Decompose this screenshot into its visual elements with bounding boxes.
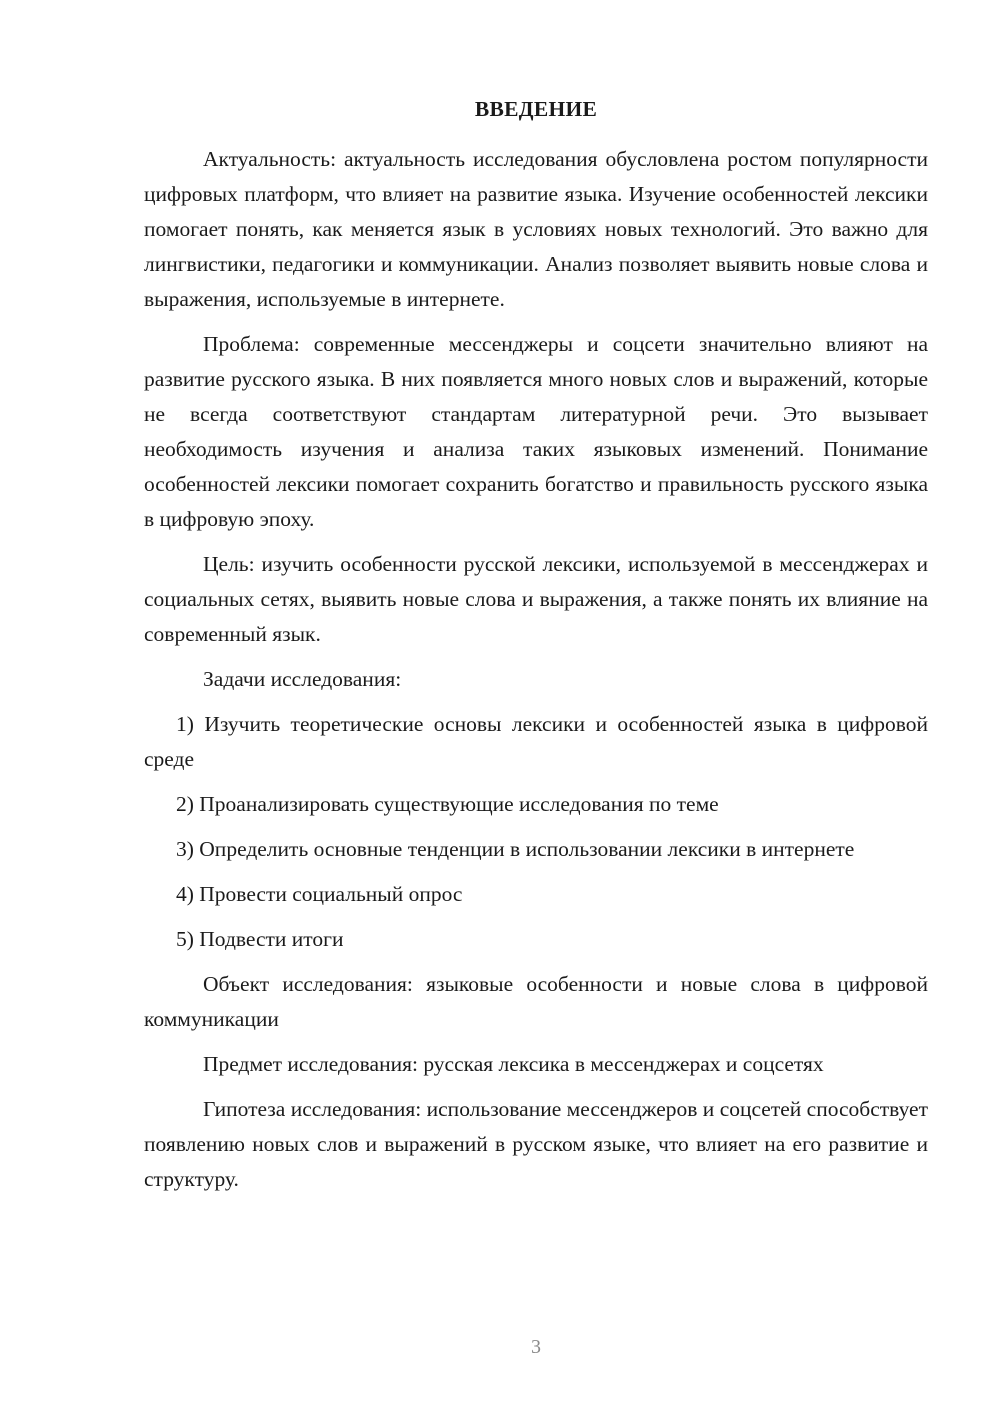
task-item-2: 2) Проанализировать существующие исследования по теме — [176, 792, 719, 816]
task-item-5: 5) Подвести итоги — [176, 927, 344, 951]
subject-paragraph: Предмет исследования: русская лексика в мессенджерах и соцсетях — [203, 1052, 824, 1076]
task-item-3: 3) Определить основные тенденции в использовании лексики в интернете — [176, 837, 855, 861]
object-paragraph: Объект исследования: языковые особенности и новые слова в цифровой коммуникации — [144, 972, 928, 1031]
task-item-4: 4) Провести социальный опрос — [176, 882, 463, 906]
tasks-heading: Задачи исследования: — [203, 667, 402, 691]
task-item-1: 1) Изучить теоретические основы лексики и особенностей языка в цифровой среде — [144, 712, 928, 771]
page-number: 3 — [531, 1336, 541, 1358]
hypothesis-paragraph: Гипотеза исследования: использование мессенджеров и соцсетей способствует появлению новых слов и выражений в русском языке, что влияет на его развитие и структуру. — [144, 1097, 928, 1191]
problem-paragraph: Проблема: современные мессенджеры и соцсети значительно влияют на развитие русского языка. В них появляется много новых слов и выражений, которые не всегда соответствуют стандартам литературной речи. Это вызывает необходимость изучения и анализа таких языковых изменений. Понимание особенностей лексики помогает сохранить богатство и правильность русского языка в цифровую эпоху. — [144, 332, 928, 531]
relevance-paragraph: Актуальность: актуальность исследования обусловлена ростом популярности цифровых платформ, что влияет на развитие языка. Изучение особенностей лексики помогает понять, как меняется язык в условиях новых технологий. Это важно для лингвистики, педагогики и коммуникации. Анализ позволяет выявить новые слова и выражения, используемые в интернете. — [144, 147, 928, 311]
page-content — [144, 92, 928, 1207]
section-title: ВВЕДЕНИЕ — [474, 97, 598, 121]
goal-paragraph: Цель: изучить особенности русской лексики, используемой в мессенджерах и социальных сетях, выявить новые слова и выражения, а также понять их влияние на современный язык. — [144, 552, 928, 646]
